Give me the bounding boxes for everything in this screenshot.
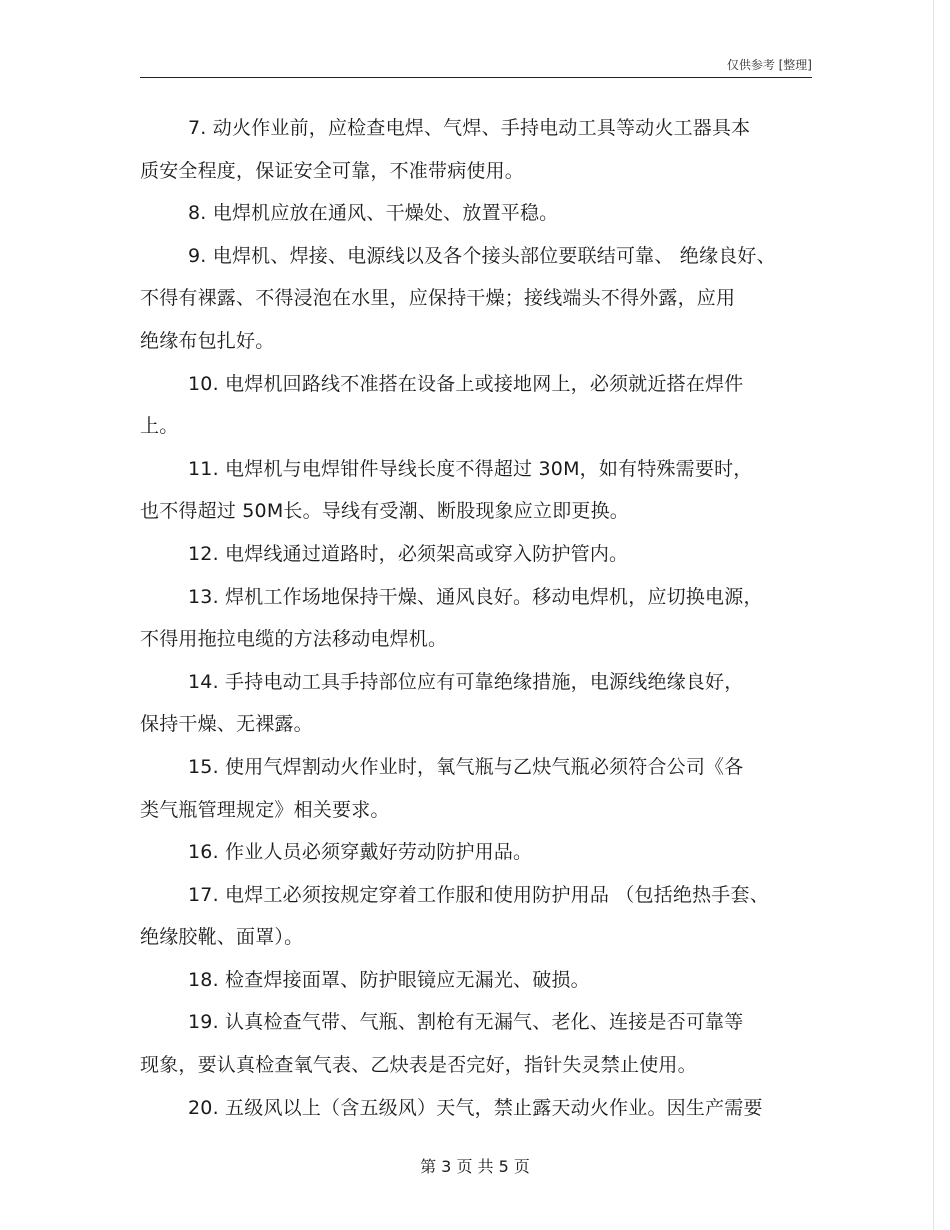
page-number-label: 第 3 页 共 5 页 bbox=[420, 1157, 530, 1176]
text-line: 18. 检查焊接面罩、防护眼镜应无漏光、破损。 bbox=[188, 968, 590, 991]
header-rule bbox=[140, 77, 812, 78]
text-line: 不得有裸露、不得浸泡在水里，应保持干燥；接线端头不得外露，应用 bbox=[140, 287, 736, 310]
text-line: 9. 电焊机、焊接、电源线以及各个接头部位要联结可靠、 绝缘良好、 bbox=[188, 244, 776, 267]
text-line: 20. 五级风以上（含五级风）天气，禁止露天动火作业。因生产需要 bbox=[188, 1096, 763, 1119]
text-line: 7. 动火作业前，应检查电焊、气焊、手持电动工具等动火工器具本 bbox=[188, 117, 751, 139]
text-line: 保持干燥、无裸露。 bbox=[140, 713, 313, 736]
text-line: 10. 电焊机回路线不准搭在设备上或接地网上，必须就近搭在焊件 bbox=[188, 372, 744, 395]
text-line: 上。 bbox=[140, 415, 179, 438]
text-line: 绝缘胶靴、面罩）。 bbox=[140, 926, 304, 949]
text-line: 16. 作业人员必须穿戴好劳动防护用品。 bbox=[188, 841, 533, 864]
text-line: 17. 电焊工必须按规定穿着工作服和使用防护用品 （包括绝热手套、 bbox=[188, 883, 769, 906]
text-line: 8. 电焊机应放在通风、干燥处、放置平稳。 bbox=[188, 202, 559, 225]
text-line: 质安全程度，保证安全可靠，不准带病使用。 bbox=[140, 159, 525, 182]
text-line: 19. 认真检查气带、气瓶、割枪有无漏气、老化、连接是否可靠等 bbox=[188, 1011, 744, 1034]
page-edge-divider bbox=[933, 0, 934, 1230]
page-header bbox=[140, 54, 812, 76]
page-footer bbox=[0, 1154, 950, 1177]
text-line: 13. 焊机工作场地保持干燥、通风良好。移动电焊机，应切换电源， bbox=[188, 585, 763, 608]
text-line: 不得用拖拉电缆的方法移动电焊机。 bbox=[140, 628, 448, 651]
text-line: 15. 使用气焊割动火作业时，氧气瓶与乙炔气瓶必须符合公司《各 bbox=[188, 755, 744, 778]
text-line: 绝缘布包扎好。 bbox=[140, 329, 275, 352]
text-line: 也不得超过 50M长。导线有受潮、断股现象应立即更换。 bbox=[140, 500, 630, 523]
text-line: 现象，要认真检查氧气表、乙炔表是否完好，指针失灵禁止使用。 bbox=[140, 1054, 697, 1077]
body-text bbox=[140, 112, 812, 1134]
text-line: 14. 手持电动工具手持部位应有可靠绝缘措施，电源线绝缘良好， bbox=[188, 670, 744, 693]
text-line: 11. 电焊机与电焊钳件导线长度不得超过 30M，如有特殊需要时， bbox=[188, 457, 753, 480]
header-note: 仅供参考 [整理] bbox=[726, 58, 812, 72]
text-line: 类气瓶管理规定》相关要求。 bbox=[140, 798, 390, 821]
text-line: 12. 电焊线通过道路时，必须架高或穿入防护管内。 bbox=[188, 542, 629, 565]
